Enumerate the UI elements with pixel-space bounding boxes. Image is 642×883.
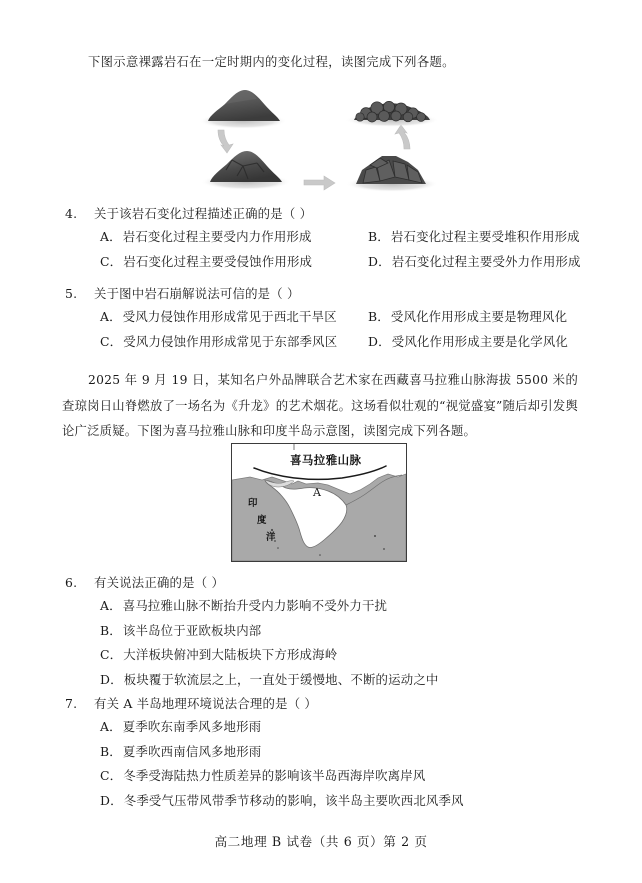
question-6-option-d[interactable] xyxy=(100,668,582,693)
option-mark: D． xyxy=(368,333,391,349)
question-7-options xyxy=(62,715,582,813)
question-4-text: 关于该岩石变化过程描述正确的是（ ） xyxy=(94,206,313,221)
option-mark: B． xyxy=(368,229,390,244)
question-7-option-a[interactable] xyxy=(100,715,582,740)
ocean-char-3: 洋 xyxy=(266,532,276,543)
option-mark: C． xyxy=(100,253,123,269)
question-4-options xyxy=(62,225,582,274)
option-mark: A． xyxy=(100,598,122,613)
arrow-right-bottom xyxy=(304,176,335,190)
rock-stage-intact xyxy=(199,90,287,129)
option-mark: C． xyxy=(100,768,123,783)
question-7-option-b[interactable] xyxy=(100,740,582,765)
option-text: 岩石变化过程主要受内力作用形成 xyxy=(122,229,312,244)
option-mark: A． xyxy=(100,309,122,324)
question-5-text: 关于图中岩石崩解说法可信的是（ ） xyxy=(94,286,300,301)
reading-passage xyxy=(62,368,578,445)
option-text: 夏季吹西南信风多地形雨 xyxy=(122,743,262,759)
question-5 xyxy=(62,283,582,354)
option-text: 岩石变化过程主要受外力作用形成 xyxy=(391,253,581,269)
question-5-option-c[interactable] xyxy=(100,330,368,355)
question-4-option-a[interactable] xyxy=(100,225,368,250)
map-label-region-a: A xyxy=(313,486,321,499)
figure-intro-text: 下图示意裸露岩石在一定时期内的变化过程，读图完成下列各题。 xyxy=(88,55,455,69)
rock-stage-rubble xyxy=(345,101,439,127)
question-6-text: 有关说法正确的是（ ） xyxy=(94,575,225,590)
question-4-option-c[interactable] xyxy=(100,250,368,275)
passage-text: 2025 年 9 月 19 日，某知名户外品牌联合艺术家在西藏喜马拉雅山脉海拔 5500 米的查琼岗日山脊燃放了一场名为《升龙》的艺术烟花。这场看似壮观的“视觉盛宴”随后却引发舆论广泛质疑。下图为喜马拉雅山脉和印度半岛示意图，读图完成下列各题。 xyxy=(62,373,578,438)
option-text: 岩石变化过程主要受侵蚀作用形成 xyxy=(123,253,313,269)
rock-stage-cracked xyxy=(201,151,291,190)
question-4-option-d[interactable] xyxy=(368,250,582,275)
question-4-stem xyxy=(62,203,582,225)
option-text: 板块覆于软流层之上，一直处于缓慢地、不断的运动之中 xyxy=(123,671,439,687)
page-footer: 高二地理 B 试卷（共 6 页）第 2 页 xyxy=(214,834,428,849)
option-mark: A． xyxy=(100,719,122,734)
option-mark: D． xyxy=(368,253,391,269)
option-text: 受风力侵蚀作用形成常见于东部季风区 xyxy=(123,333,338,349)
option-text: 岩石变化过程主要受堆积作用形成 xyxy=(390,229,580,244)
option-text: 大洋板块俯冲到大陆板块下方形成海岭 xyxy=(123,647,338,662)
question-7-stem xyxy=(62,693,582,715)
question-5-option-a[interactable] xyxy=(100,305,368,330)
question-6-option-b[interactable] xyxy=(100,619,582,644)
option-mark: C． xyxy=(100,333,123,349)
ocean-char-1: 印 xyxy=(248,498,258,509)
question-6-option-a[interactable] xyxy=(100,594,582,619)
arrow-up-right xyxy=(395,125,410,149)
option-mark: D． xyxy=(100,671,123,687)
option-text: 该半岛位于亚欧板块内部 xyxy=(122,622,262,638)
option-text: 受风化作用形成主要是化学风化 xyxy=(391,333,569,349)
option-mark: C． xyxy=(100,647,123,662)
question-6 xyxy=(62,572,582,692)
option-mark: D． xyxy=(100,792,123,808)
question-7-number: 7. xyxy=(65,696,78,711)
question-6-stem xyxy=(62,572,582,594)
arrow-down-left xyxy=(218,130,233,153)
option-text: 受风化作用形成主要是物理风化 xyxy=(390,309,568,324)
option-mark: B． xyxy=(100,622,122,638)
ocean-char-2: 度 xyxy=(257,515,267,526)
option-text: 喜马拉雅山脉不断抬升受内力影响不受外力干扰 xyxy=(122,598,388,613)
option-text: 冬季受海陆热力性质差异的影响该半岛西海岸吹离岸风 xyxy=(123,768,426,783)
question-7-text: 有关 A 半岛地理环境说法合理的是（ ） xyxy=(94,696,318,711)
question-5-option-b[interactable] xyxy=(368,305,582,330)
himalaya-india-peninsula-map xyxy=(231,443,407,562)
option-mark: B． xyxy=(368,309,390,324)
question-4-option-b[interactable] xyxy=(368,225,582,250)
question-7 xyxy=(62,693,582,813)
map-label-himalaya: 喜马拉雅山脉 xyxy=(290,453,362,467)
option-text: 夏季吹东南季风多地形雨 xyxy=(122,719,262,734)
question-5-stem xyxy=(62,283,582,305)
rock-stage-blocks xyxy=(346,156,438,192)
rock-weathering-cycle-diagram xyxy=(196,84,456,196)
question-6-number: 6. xyxy=(65,575,78,590)
question-7-option-d[interactable] xyxy=(100,789,582,814)
option-mark: A． xyxy=(100,229,122,244)
option-text: 冬季受气压带风带季节移动的影响，该半岛主要吹西北风季风 xyxy=(123,792,464,808)
question-4 xyxy=(62,203,582,274)
question-6-option-c[interactable] xyxy=(100,643,582,668)
question-5-options xyxy=(62,305,582,354)
option-mark: B． xyxy=(100,743,122,759)
option-text: 受风力侵蚀作用形成常见于西北干旱区 xyxy=(122,309,337,324)
question-4-number: 4. xyxy=(65,206,78,221)
question-5-option-d[interactable] xyxy=(368,330,582,355)
question-6-options xyxy=(62,594,582,692)
question-5-number: 5. xyxy=(65,286,78,301)
question-7-option-c[interactable] xyxy=(100,764,582,789)
